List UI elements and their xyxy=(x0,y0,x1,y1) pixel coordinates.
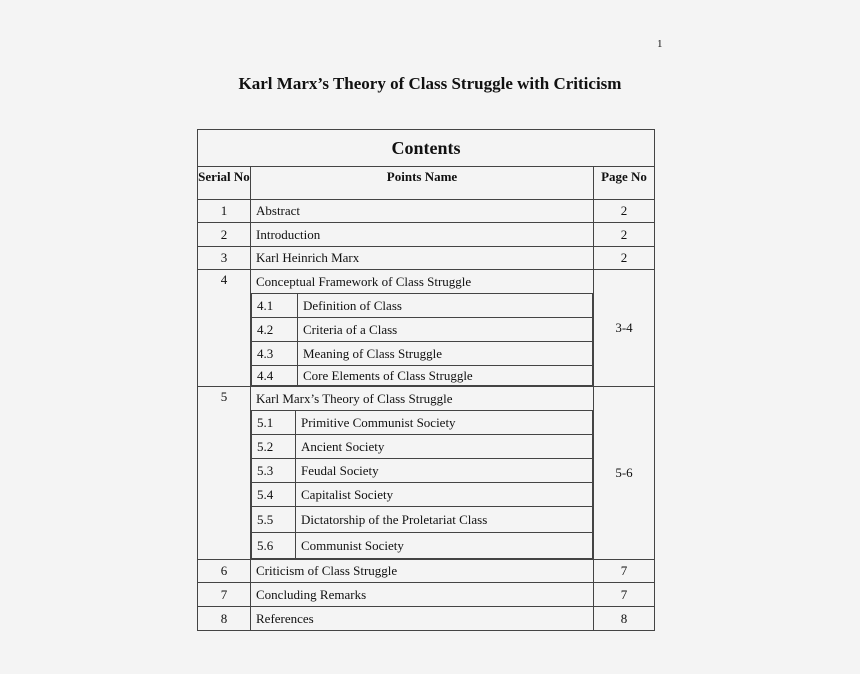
row-serial: 6 xyxy=(198,560,251,583)
row-page: 5-6 xyxy=(594,387,655,560)
row-name-cell xyxy=(251,387,594,560)
page-no-header: Page No xyxy=(594,167,655,200)
list-item xyxy=(252,483,593,507)
table-row xyxy=(198,560,655,583)
row-serial: 7 xyxy=(198,583,251,607)
subitem-name: Primitive Communist Society xyxy=(296,411,593,435)
points-name-header: Points Name xyxy=(251,167,594,200)
subitem-number: 5.4 xyxy=(252,483,296,507)
subitem-list xyxy=(251,411,593,559)
row-name: Introduction xyxy=(251,223,594,247)
subitem-name: Criteria of a Class xyxy=(298,318,593,342)
subitem-name: Meaning of Class Struggle xyxy=(298,342,593,366)
row-page: 2 xyxy=(594,247,655,270)
row-name: Conceptual Framework of Class Struggle xyxy=(251,270,593,294)
table-row xyxy=(198,223,655,247)
table-row xyxy=(198,270,655,387)
list-item xyxy=(252,294,593,318)
list-item xyxy=(252,342,593,366)
row-name: Concluding Remarks xyxy=(251,583,594,607)
subitem-number: 4.2 xyxy=(252,318,298,342)
subitem-name: Core Elements of Class Struggle xyxy=(298,366,593,386)
subitem-name: Communist Society xyxy=(296,533,593,559)
table-row xyxy=(198,200,655,223)
subitem-number: 5.5 xyxy=(252,507,296,533)
page-number: 1 xyxy=(657,38,663,50)
row-page: 7 xyxy=(594,583,655,607)
list-item xyxy=(252,459,593,483)
row-serial: 2 xyxy=(198,223,251,247)
row-serial: 8 xyxy=(198,607,251,631)
list-item xyxy=(252,533,593,559)
row-name: References xyxy=(251,607,594,631)
table-row xyxy=(198,387,655,560)
subitem-number: 4.3 xyxy=(252,342,298,366)
row-name: Karl Marx’s Theory of Class Struggle xyxy=(251,387,593,411)
list-item xyxy=(252,507,593,533)
row-name: Criticism of Class Struggle xyxy=(251,560,594,583)
row-page: 7 xyxy=(594,560,655,583)
contents-table xyxy=(197,129,655,631)
table-row xyxy=(198,607,655,631)
row-page: 2 xyxy=(594,223,655,247)
row-serial: 3 xyxy=(198,247,251,270)
row-serial: 5 xyxy=(198,387,251,560)
subitem-name: Dictatorship of the Proletariat Class xyxy=(296,507,593,533)
subitem-number: 4.4 xyxy=(252,366,298,386)
row-name: Abstract xyxy=(251,200,594,223)
serial-no-header: Serial No xyxy=(198,167,251,200)
subitem-number: 5.3 xyxy=(252,459,296,483)
subitem-number: 4.1 xyxy=(252,294,298,318)
row-page: 3-4 xyxy=(594,270,655,387)
subitem-name: Feudal Society xyxy=(296,459,593,483)
list-item xyxy=(252,366,593,386)
row-page: 2 xyxy=(594,200,655,223)
contents-heading: Contents xyxy=(198,130,655,167)
subitem-name: Ancient Society xyxy=(296,435,593,459)
list-item xyxy=(252,435,593,459)
document-title: Karl Marx’s Theory of Class Struggle with Criticism xyxy=(238,74,622,93)
row-name-cell xyxy=(251,270,594,387)
subitem-list xyxy=(251,294,593,386)
list-item xyxy=(252,318,593,342)
subitem-number: 5.2 xyxy=(252,435,296,459)
row-page: 8 xyxy=(594,607,655,631)
subitem-number: 5.1 xyxy=(252,411,296,435)
subitem-number: 5.6 xyxy=(252,533,296,559)
subitem-name: Capitalist Society xyxy=(296,483,593,507)
subitem-name: Definition of Class xyxy=(298,294,593,318)
table-row xyxy=(198,583,655,607)
table-row xyxy=(198,247,655,270)
list-item xyxy=(252,411,593,435)
row-name: Karl Heinrich Marx xyxy=(251,247,594,270)
row-serial: 1 xyxy=(198,200,251,223)
row-serial: 4 xyxy=(198,270,251,387)
